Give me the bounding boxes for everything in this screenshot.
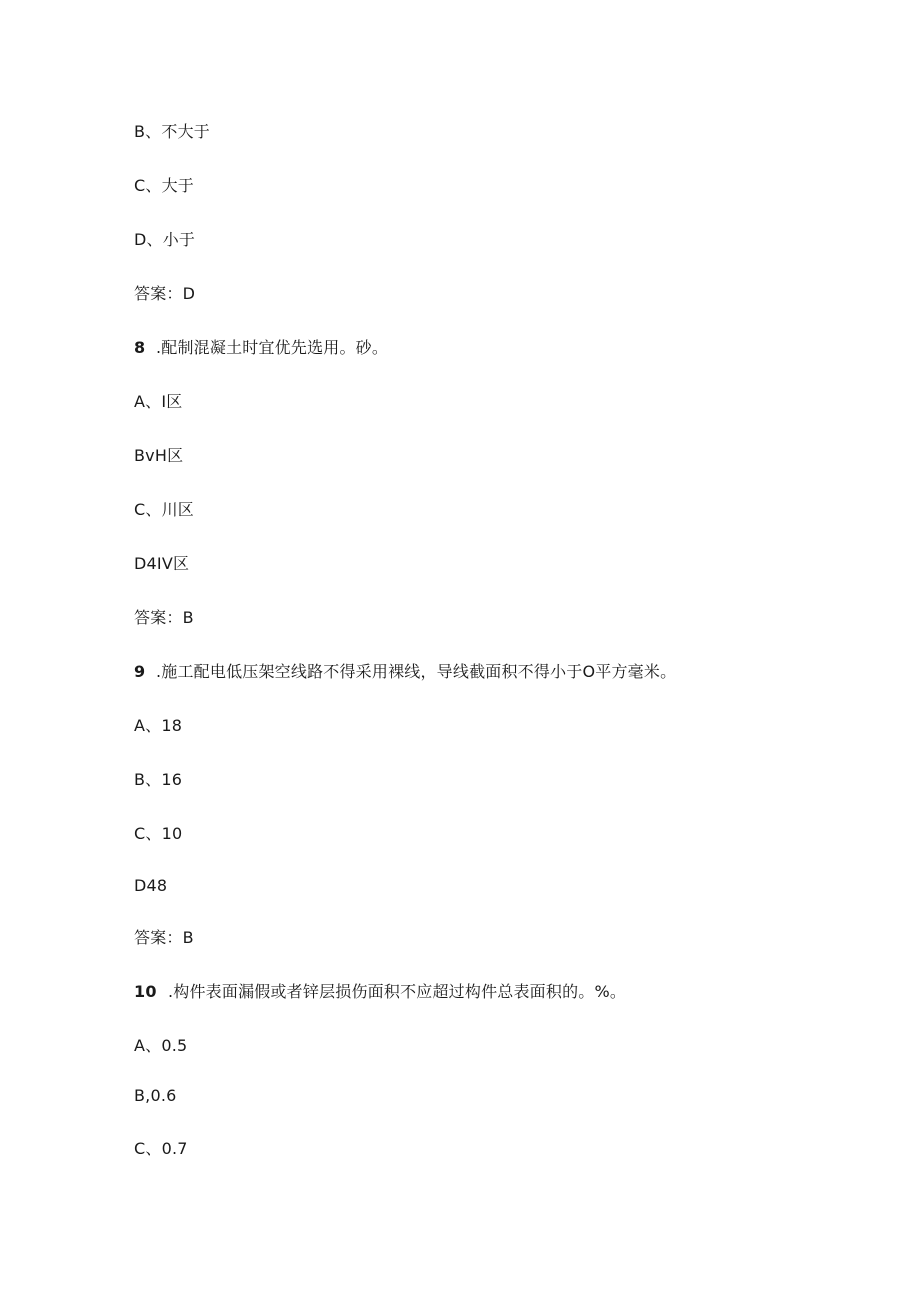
question-text: .配制混凝土时宜优先选用。砂。 — [156, 338, 389, 357]
option-text: D48 — [134, 876, 168, 895]
option-a-line — [134, 716, 182, 736]
answer-line — [134, 608, 194, 628]
option-text: B、不大于 — [134, 122, 210, 141]
question-number: 9 — [134, 662, 146, 681]
question-9 — [134, 662, 676, 682]
answer-line — [134, 284, 195, 304]
option-text: A、18 — [134, 716, 183, 735]
option-text: A、0.5 — [134, 1036, 188, 1055]
option-d-line — [134, 554, 189, 574]
option-c-line — [134, 1139, 188, 1159]
option-b-line — [134, 770, 182, 790]
option-text: C、川区 — [134, 500, 194, 519]
question-text: .施工配电低压架空线路不得采用裸线，导线截面积不得小于O平方毫米。 — [156, 662, 677, 681]
option-text: C、0.7 — [134, 1139, 188, 1158]
option-c-line — [134, 824, 182, 844]
option-text: D4IV区 — [134, 554, 190, 573]
answer-text: 答案：D — [134, 284, 196, 303]
option-text: C、10 — [134, 824, 183, 843]
option-b-line — [134, 446, 183, 466]
option-text: D、小于 — [134, 230, 196, 249]
option-c-line — [134, 500, 194, 520]
option-text: B、16 — [134, 770, 183, 789]
question-text: .构件表面漏假或者锌层损伤面积不应超过构件总表面积的。%。 — [168, 982, 627, 1001]
question-8 — [134, 338, 388, 358]
question-number: 8 — [134, 338, 146, 357]
option-b-line — [134, 1086, 177, 1106]
option-d-line — [134, 230, 195, 250]
option-d-line — [134, 876, 167, 896]
option-text: C、大于 — [134, 176, 194, 195]
question-number: 10 — [134, 982, 157, 1001]
question-10 — [134, 982, 626, 1002]
option-a-line — [134, 1036, 187, 1056]
answer-line — [134, 928, 194, 948]
option-text: A、I区 — [134, 392, 183, 411]
option-text: BvH区 — [134, 446, 184, 465]
option-text: B,0.6 — [134, 1086, 177, 1105]
answer-text: 答案：B — [134, 928, 194, 947]
option-c-line — [134, 176, 194, 196]
answer-text: 答案：B — [134, 608, 194, 627]
option-b-line — [134, 122, 210, 142]
option-a-line — [134, 392, 182, 412]
